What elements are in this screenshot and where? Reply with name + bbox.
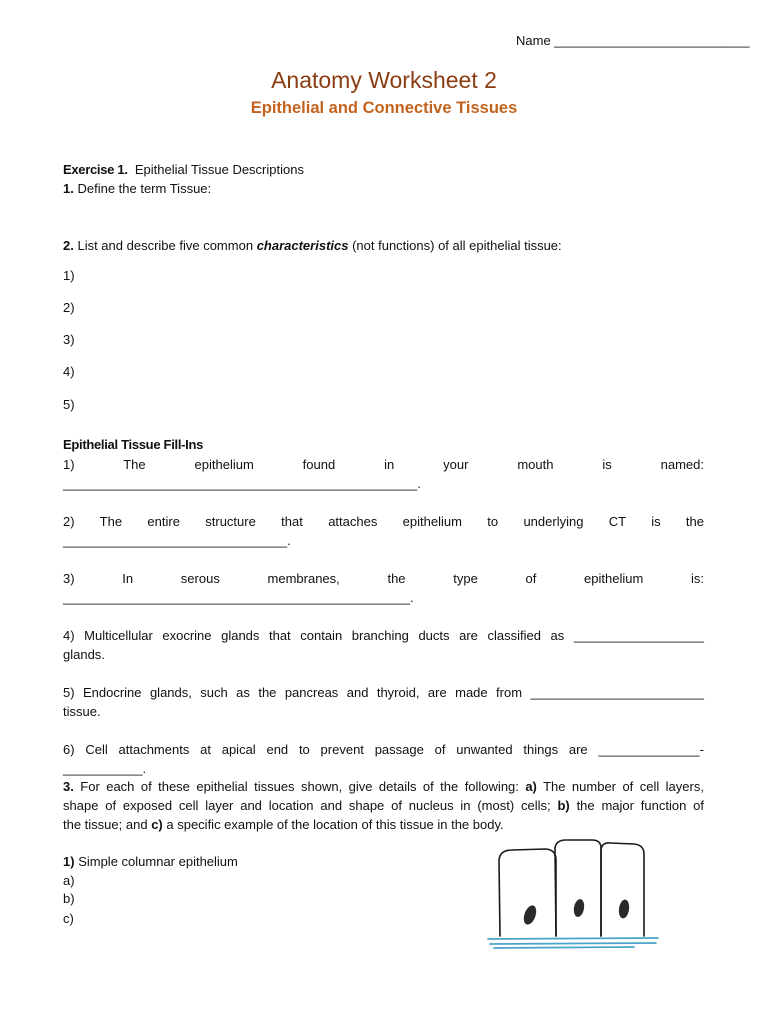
question-3-line1-text: For each of these epithelial tissues shown, give details of the following:	[80, 779, 519, 794]
question-3-c-label: c)	[151, 817, 163, 832]
fillin-6-line2: ___________.	[63, 761, 147, 776]
question-2	[63, 238, 562, 254]
cell-3-outline	[601, 843, 644, 936]
simple-columnar-epithelium-drawing	[484, 836, 664, 954]
page-title: Anatomy Worksheet 2	[271, 67, 497, 93]
answer-line-5: 5)	[63, 397, 75, 412]
question-2-number: 2.	[63, 238, 74, 253]
fillin-3-line2: ________________________________________________.	[63, 590, 414, 605]
question-3-line1-tail: The number of cell layers,	[543, 779, 704, 794]
exercise-1-topic: Epithelial Tissue Descriptions	[134, 162, 304, 177]
tissue-1-title	[63, 854, 238, 870]
fillin-2-line2: _______________________________.	[63, 533, 291, 548]
fillin-6-line1: 6) Cell attachments at apical end to prevent passage of unwanted things are ______________-	[63, 742, 704, 757]
fillin-2	[63, 512, 704, 550]
question-2-emphasis: characteristics	[256, 238, 349, 253]
question-3-number: 3.	[63, 779, 74, 794]
fillin-3-line1: 3) In serous membranes, the type of epithelium is:	[63, 571, 704, 586]
nucleus-1	[521, 904, 538, 927]
answer-line-1: 1)	[63, 268, 75, 283]
fillin-1-line1: 1) The epithelium found in your mouth is named:	[63, 457, 704, 472]
nucleus-2	[573, 898, 586, 917]
cell-2-outline	[555, 840, 601, 936]
fillin-5-line2: tissue.	[63, 704, 101, 719]
fillin-4-line2: glands.	[63, 647, 105, 662]
fillins-heading: Epithelial Tissue Fill-Ins	[63, 437, 204, 452]
tissue-1-number: 1)	[63, 854, 75, 869]
fillin-3	[63, 569, 704, 607]
answer-line-4: 4)	[63, 364, 75, 379]
question-3-line3-pre: the tissue; and	[63, 817, 148, 832]
tissue-1-name: Simple columnar epithelium	[78, 854, 238, 869]
fillin-1-line2: _________________________________________________.	[63, 476, 421, 491]
question-1-number: 1.	[63, 181, 74, 196]
name-field-label: Name ___________________________	[516, 33, 750, 48]
page-subtitle: Epithelial and Connective Tissues	[250, 99, 518, 117]
fillin-5-line1: 5) Endocrine glands, such as the pancreas and thyroid, are made from ________________________	[63, 685, 704, 700]
fillin-1	[63, 455, 704, 493]
tissue-1-item-c: c)	[63, 911, 74, 926]
exercise-1-heading	[63, 162, 304, 178]
nucleus-3	[618, 899, 631, 919]
question-3-line3-tail: a specific example of the location of this tissue in the body.	[166, 817, 504, 832]
question-1	[63, 181, 211, 197]
basement-membrane-line-2	[490, 943, 656, 944]
question-3-line2	[63, 796, 704, 815]
fillin-4-line1: 4) Multicellular exocrine glands that contain branching ducts are classified as __________________	[63, 628, 704, 643]
exercise-1-label: Exercise 1.	[63, 162, 128, 177]
fillin-2-line1: 2) The entire structure that attaches epithelium to underlying CT is the	[63, 514, 704, 529]
question-1-text: Define the term Tissue:	[77, 181, 212, 196]
answer-line-2: 2)	[63, 300, 75, 315]
fillin-4	[63, 626, 704, 664]
question-3-line1	[63, 777, 704, 796]
fillin-5	[63, 683, 704, 721]
question-3-line3	[63, 817, 504, 832]
question-3	[63, 777, 704, 834]
question-3-b-label: b)	[557, 798, 570, 813]
fillin-6	[63, 740, 704, 778]
tissue-1-item-a: a)	[63, 873, 75, 888]
answer-line-3: 3)	[63, 332, 75, 347]
question-3-a-label: a)	[525, 779, 537, 794]
question-3-line2-tail: the major function of	[576, 798, 704, 813]
tissue-1-item-b: b)	[63, 891, 75, 906]
question-3-line2-pre: shape of exposed cell layer and location and shape of nucleus in (most) cells;	[63, 798, 551, 813]
basement-membrane-line-1	[488, 938, 658, 939]
question-2-post: (not functions) of all epithelial tissue:	[352, 238, 562, 253]
question-2-pre: List and describe five common	[77, 238, 254, 253]
basement-membrane-line-3	[494, 947, 634, 948]
